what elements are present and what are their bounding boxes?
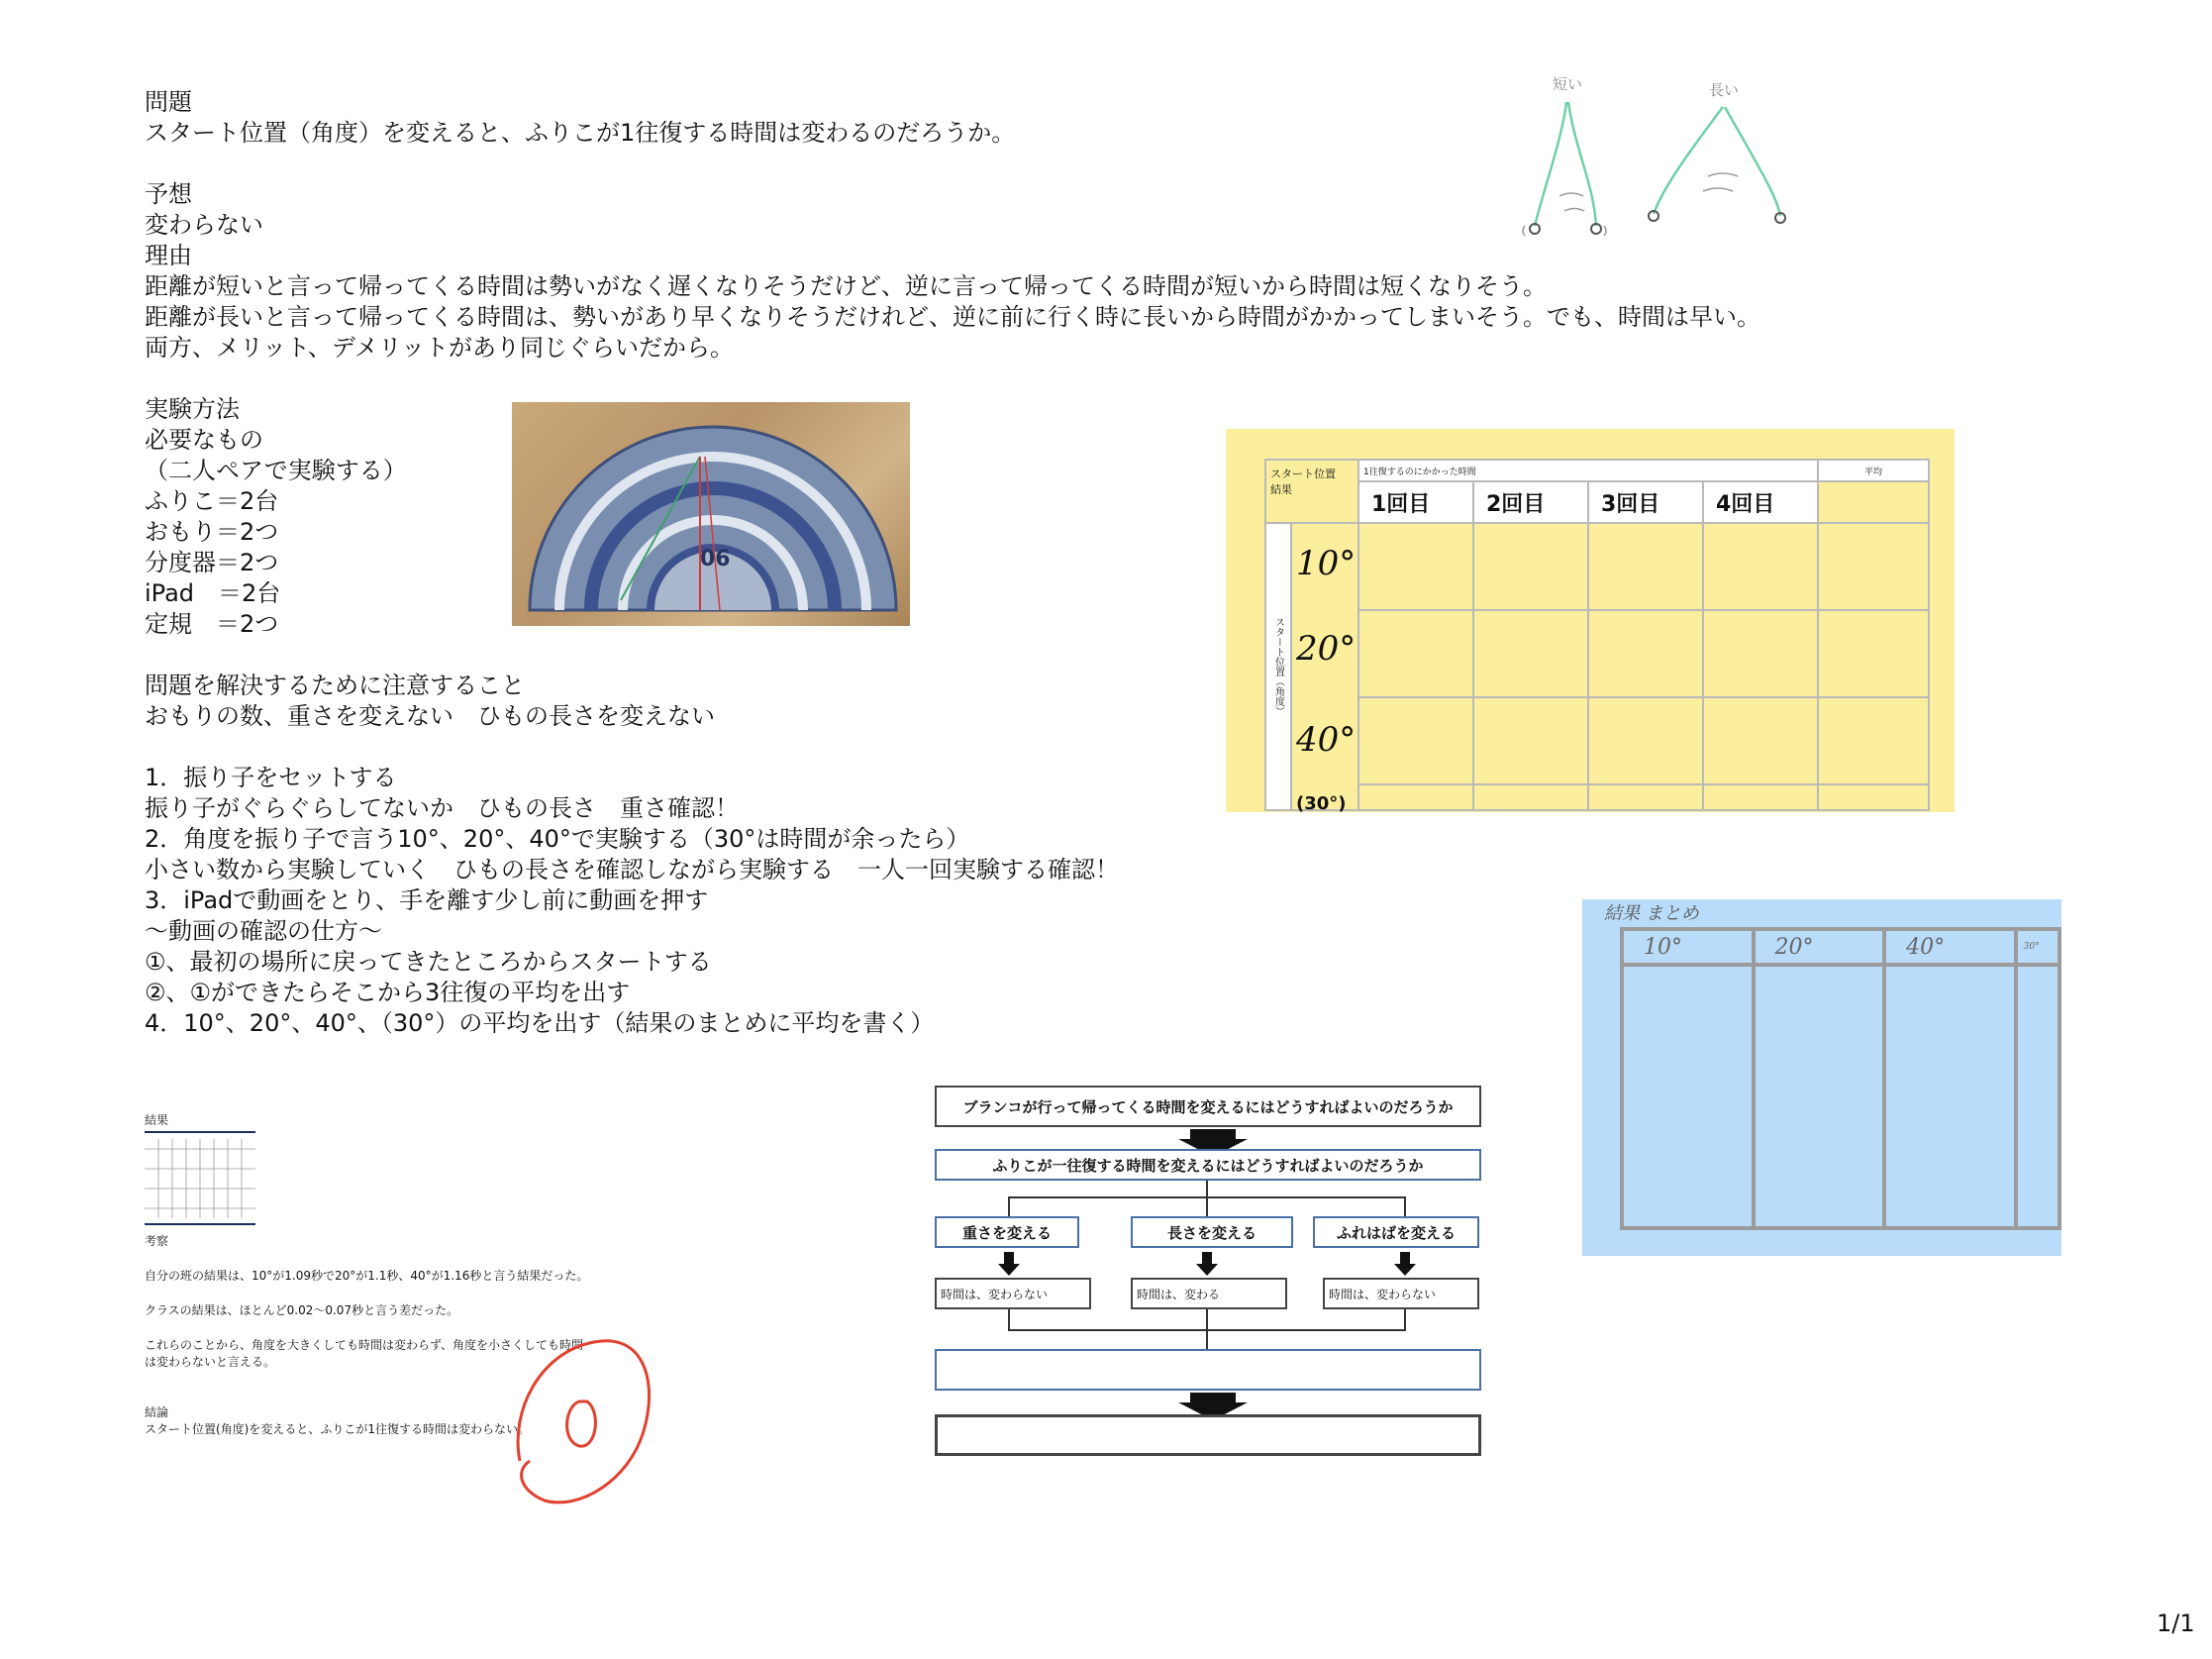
main-text-line: ふりこ＝2台: [145, 487, 279, 515]
long-pendulum: [1654, 107, 1780, 216]
main-text-line: 2．角度を振り子で言う10°、20°、40°で実験する（30°は時間が余ったら）: [145, 825, 970, 853]
summary-title: 結果 まとめ: [1604, 903, 1699, 924]
main-text-line: スタート位置（角度）を変えると、ふりこが1往復する時間は変わるのだろうか。: [145, 119, 1016, 147]
main-text-line: 必要なもの: [145, 426, 263, 454]
main-text-line: 3．iPadで動画をとり、手を離す少し前に動画を押す: [145, 886, 709, 914]
summary-col-10: 10°: [1622, 929, 1754, 965]
consider-p1: 自分の班の結果は、10°が1.09秒で20°が1.1秒、40°が1.16秒と言う結果だった。: [145, 1269, 589, 1283]
trial-header-2: 2回目: [1473, 481, 1588, 523]
trial-header-3: 3回目: [1588, 481, 1703, 523]
result-weight: 時間は、変わらない: [935, 1278, 1091, 1309]
result-amplitude: 時間は、変わらない: [1323, 1278, 1479, 1309]
avg-cell: [1818, 481, 1929, 523]
red-circle-mark: [500, 1332, 668, 1520]
yellow-results-table: [1226, 429, 1955, 812]
main-text-line: 距離が長いと言って帰ってくる時間は、勢いがあり早くなりそうだけれど、逆に前に行く時に長いから時間がかかってしまいそう。でも、時間は早い。: [145, 303, 1760, 331]
main-text-line: 振り子がぐらぐらしてないか ひもの長さ 重さ確認！: [145, 794, 739, 822]
branch-length: 長さを変える: [1131, 1216, 1293, 1248]
short-label: 短い: [1553, 75, 1583, 93]
consider-p2: クラスの結果は、ほとんど0.02〜0.07秒と言う差だった。: [145, 1303, 459, 1317]
main-text-line: 定規 ＝2つ: [145, 610, 279, 638]
protractor-image: [512, 402, 910, 626]
result-length: 時間は、変わる: [1131, 1278, 1287, 1309]
main-text-line: 4．10°、20°、40°、（30°）の平均を出す（結果のまとめに平均を書く）: [145, 1009, 935, 1037]
main-text-line: （二人ペアで実験する）: [145, 457, 407, 484]
long-label: 長い: [1709, 81, 1740, 99]
flow-top: ブランコが行って帰ってくる時間を変えるにはどうすればよいのだろうか: [935, 1086, 1481, 1127]
main-text-line: 実験方法: [145, 395, 240, 423]
main-text-line: おもりの数、重さを変えない ひもの長さを変えない: [145, 702, 715, 730]
main-text-line: おもり＝2つ: [145, 518, 279, 546]
main-text-line: 分度器＝2つ: [145, 549, 279, 576]
row-label-20: 20°: [1296, 629, 1357, 669]
row-label-30: (30°): [1296, 793, 1347, 814]
protractor-photo: [512, 402, 910, 626]
main-text-line: 問題: [145, 88, 192, 116]
trial-header-4: 4回目: [1703, 481, 1818, 523]
consider-title: 考察: [145, 1234, 169, 1248]
blue-summary-table: [1582, 899, 2061, 1256]
flow-second: ふりこが一往復する時間を変えるにはどうすればよいのだろうか: [935, 1149, 1481, 1181]
page-number: 1/1: [2157, 1609, 2195, 1637]
side-label-cell: [1265, 523, 1358, 814]
consider-p3: これらのことから、角度を大きくしても時間は変わらず、角度を小さくしても時間は変わらないと言える。: [145, 1338, 584, 1369]
branch-weight: 重さを変える: [935, 1216, 1079, 1248]
flow-blank-2: [935, 1414, 1481, 1456]
row-label-40: 40°: [1296, 720, 1357, 760]
protractor-number: 06: [700, 547, 731, 571]
trial-header-1: 1回目: [1358, 481, 1473, 523]
main-text-line: 1．振り子をセットする: [145, 764, 397, 791]
main-text-line: 問題を解決するために注意すること: [145, 672, 525, 699]
summary-col-20: 20°: [1754, 929, 1885, 965]
result-title: 結果: [145, 1113, 169, 1127]
table-corner: スタート位置 結果: [1265, 460, 1358, 523]
table-header-avg: 平均: [1818, 460, 1929, 481]
main-text-line: 理由: [145, 242, 192, 269]
main-text-line: 〜動画の確認の仕方〜: [145, 917, 382, 945]
main-text-line: 変わらない: [145, 211, 263, 239]
short-pendulum: [1535, 102, 1596, 226]
pendulum-sketch: [1505, 67, 1822, 246]
main-text-line: 予想: [145, 180, 192, 208]
table-header-title: 1往復するのにかかった時間: [1358, 460, 1818, 481]
summary-col-30: 30°: [2016, 929, 2060, 965]
main-text-line: [145, 363, 1828, 394]
main-text-line: ①、最初の場所に戻ってきたところからスタートする: [145, 948, 712, 976]
main-text-line: 小さい数から実験していく ひもの長さを確認しながら実験する 一人一回実験する確認！: [145, 856, 1119, 883]
side-label: スタート位置（角度）: [1266, 524, 1292, 809]
flow-blank-1: [935, 1349, 1481, 1391]
down-arrow-icon: [1394, 1252, 1416, 1276]
main-text-line: ②、①ができたらそこから3往復の平均を出す: [145, 979, 631, 1006]
main-text-line: iPad ＝2台: [145, 579, 281, 607]
summary-col-40: 40°: [1884, 929, 2016, 965]
down-arrow-icon: [998, 1252, 1020, 1276]
conclusion-title: 結論: [145, 1405, 169, 1419]
branch-amplitude: ふれはばを変える: [1313, 1216, 1479, 1248]
main-text-line: 距離が短いと言って帰ってくる時間は勢いがなく遅くなりそうだけど、逆に言って帰ってくる時間が短いから時間は短くなりそう。: [145, 272, 1547, 300]
down-arrow-icon: [1196, 1252, 1218, 1276]
conclusion-text: スタート位置(角度)を変えると、ふりこが1往復する時間は変わらない。: [145, 1422, 531, 1436]
row-label-10: 10°: [1296, 544, 1357, 583]
result-table-thumb: [145, 1129, 255, 1228]
main-text-line: 両方、メリット、デメリットがあり同じぐらいだから。: [145, 334, 734, 362]
